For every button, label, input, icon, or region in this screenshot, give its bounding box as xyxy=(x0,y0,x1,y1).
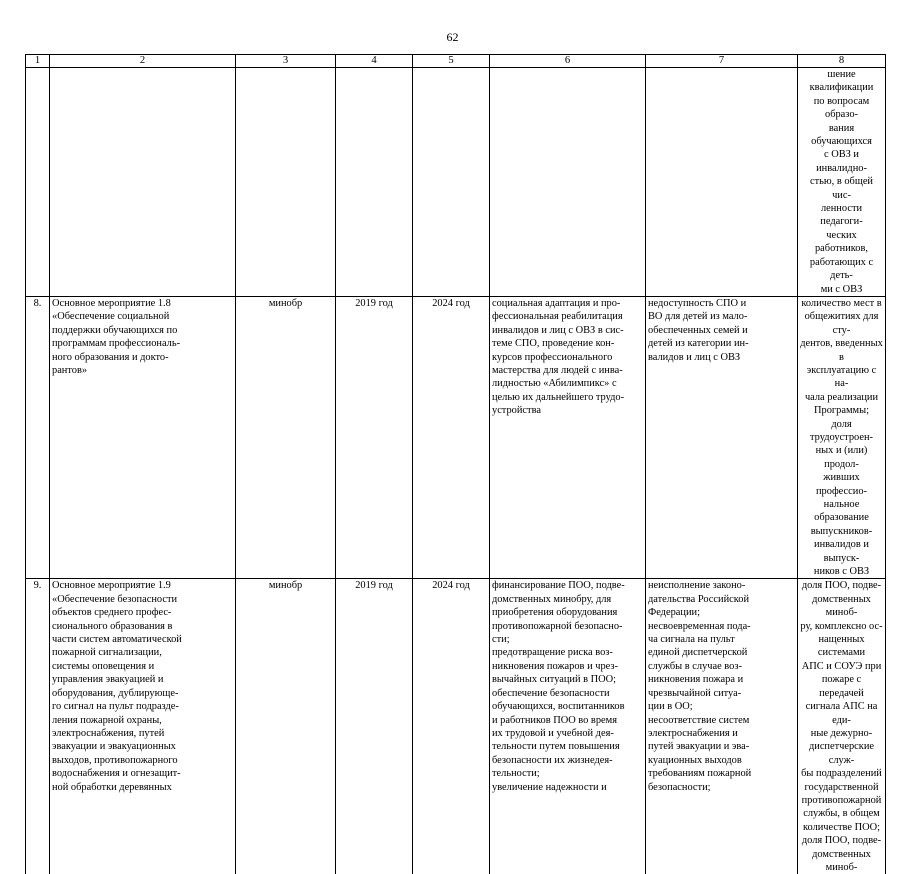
column-number: 1 xyxy=(26,55,50,68)
executor-cell: минобр xyxy=(236,296,336,579)
end-year-cell: 2024 год xyxy=(413,579,490,874)
measures-table xyxy=(25,54,886,874)
table-cell xyxy=(26,68,50,297)
row-number: 9. xyxy=(26,579,50,874)
executor-cell: минобр xyxy=(236,579,336,874)
column-number: 3 xyxy=(236,55,336,68)
measure-name-cell: Основное мероприятие 1.9 «Обеспечение безопасности объектов среднего профес- сионального образования в части систем автоматической пожарной сигнализации, системы оповещения и управления эвакуацией и оборудования, дублирующе- го сигнал на пульт подразде- ления пожарной охраны, электроснабжения, путей эвакуации и эвакуационных выходов, противопожарного водоснабжения и огнезащит- ной обработки деревянных xyxy=(50,579,236,874)
indicator-cell: шение квалификации по вопросам образо- вания обучающихся с ОВЗ и инвалидно- стью, в общей чис- ленности педагоги- ческих работников, работающих с деть- ми с ОВЗ xyxy=(798,68,886,297)
measure-name-cell: Основное мероприятие 1.8 «Обеспечение социальной поддержки обучающихся по программам профессиональ- ного образования и докто- рантов» xyxy=(50,296,236,579)
row-number: 8. xyxy=(26,296,50,579)
consequences-cell: неисполнение законо- дательства Российской Федерации; несвоевременная пода- ча сигнала на пульт единой диспетчерской службы в случае воз- никновения пожара и чрезвычайной ситуа- ции в ОО; несоответствие систем электроснабжения и путей эвакуации и эва- куационных выходов требованиям пожарной безопасности; xyxy=(646,579,798,874)
expected-result-cell: социальная адаптация и про- фессиональная реабилитация инвалидов и лиц с ОВЗ в сис- теме СПО, проведение кон- курсов профессионального мастерства для людей с инва- лидностью «Абилимпикс» с целью их дальнейшего трудо- устройства xyxy=(490,296,646,579)
table-cell xyxy=(50,68,236,297)
expected-result-cell: финансирование ПОО, подве- домственных минобру, для приобретения оборудования противопожарной безопасно- сти; предотвращение риска воз- никновения пожаров и чрез- вычайных ситуаций в ПОО; обеспечение безопасности обучающихся, воспитанников и работников ПОО во время их трудовой и учебной дея- тельности путем повышения безопасности их жизнедея- тельности; увеличение надежности и xyxy=(490,579,646,874)
start-year-cell: 2019 год xyxy=(336,579,413,874)
table-row-continued xyxy=(26,68,886,297)
page-number: 62 xyxy=(446,30,459,44)
indicator-cell: доля ПОО, подве- домственных миноб- ру, комплексно ос- нащенных системами АПС и СОУЭ при пожаре с передачей сигнала АПС на еди- ные дежурно- диспетчерские служ- бы подразделений государственной противопожарной службы, в общем количестве ПОО; доля ПОО, подве- домственных миноб- xyxy=(798,579,886,874)
indicator-cell: количество мест в общежитиях для сту- дентов, введенных в эксплуатацию с на- чала реализации Программы; доля трудоустроен- ных и (или) продол- живших профессио- нальное образование выпускников- инвалидов и выпуск- ников с ОВЗ xyxy=(798,296,886,579)
table-cell xyxy=(490,68,646,297)
column-number: 5 xyxy=(413,55,490,68)
table-row xyxy=(26,579,886,874)
table-cell xyxy=(236,68,336,297)
column-number: 2 xyxy=(50,55,236,68)
column-number: 7 xyxy=(646,55,798,68)
end-year-cell: 2024 год xyxy=(413,296,490,579)
table-row xyxy=(26,296,886,579)
start-year-cell: 2019 год xyxy=(336,296,413,579)
column-number: 8 xyxy=(798,55,886,68)
consequences-cell: недоступность СПО и ВО для детей из мало- обеспеченных семей и детей из категории ин- валидов и лиц с ОВЗ xyxy=(646,296,798,579)
column-number: 4 xyxy=(336,55,413,68)
table-cell xyxy=(413,68,490,297)
table-cell xyxy=(336,68,413,297)
table-cell xyxy=(646,68,798,297)
column-number: 6 xyxy=(490,55,646,68)
column-numbers-row xyxy=(26,55,886,68)
